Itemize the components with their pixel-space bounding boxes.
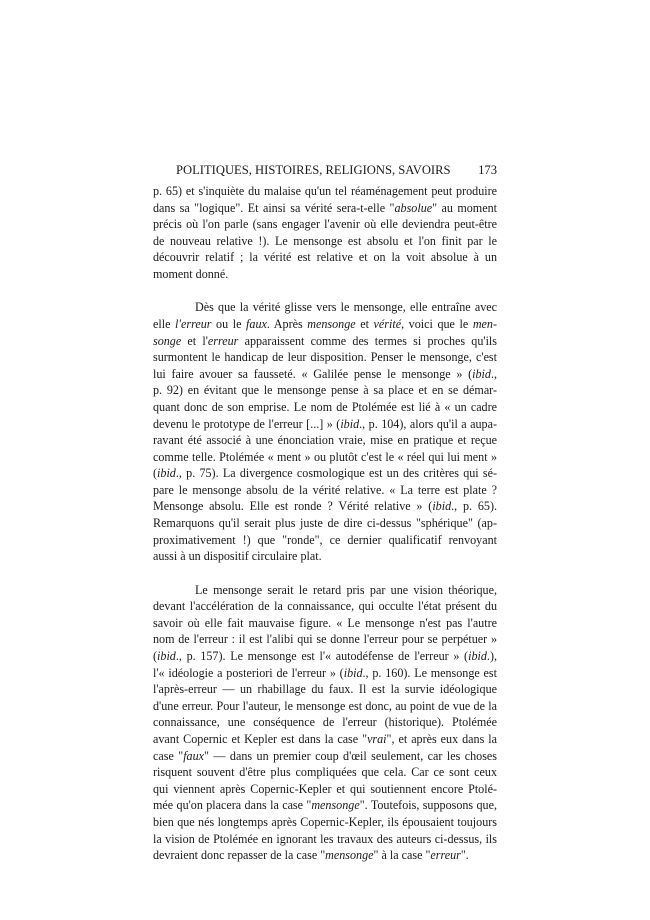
text-line: qui viennent après Copernic-Kepler et qui soutiennent encore Ptolé- — [153, 781, 497, 796]
running-title: POLITIQUES, HISTOIRES, RELIGIONS, SAVOIRS — [176, 163, 451, 177]
text-line: Le mensonge serait le retard pris par une vision théorique, — [195, 582, 497, 597]
text-line: d'une erreur. Pour l'auteur, le mensonge est donc, au point de vue de la — [153, 698, 497, 713]
text-line: l'« idéologie a posteriori de l'erreur » (ibid., p. 160). Le mensonge est — [153, 665, 497, 680]
text-line: découvrir relatif ; la vérité est relative et on la voit absolue à un — [153, 250, 497, 265]
text-line: (ibid., p. 75). La divergence cosmologique est un des critères qui sé- — [153, 466, 497, 481]
text-line: ravant été associé à une énonciation vraie, mise en pratique et reçue — [153, 433, 497, 448]
text-line: mée qu'on placera dans la case "mensonge". Toutefois, supposons que, — [153, 798, 497, 813]
text-line: savoir où elle fait mauvaise figure. « Le mensonge n'est pas l'autre — [153, 615, 497, 630]
text-line: de nouveau relative !). Le mensonge est absolu et l'on finit par le — [153, 233, 497, 248]
text-line: risquent souvent d'être plus compliquées que cela. Car ce sont ceux — [153, 765, 497, 780]
text-line: Remarquons qu'il serait plus juste de dire ci-dessus "sphérique" (ap- — [153, 516, 497, 531]
paragraph — [153, 299, 497, 565]
text-line: proximativement !) que "ronde", ce dernier qualificatif renvoyant — [153, 532, 497, 547]
text-line: songe et l'erreur apparaissent comme des termes si proches qu'ils — [153, 333, 497, 348]
text-line: précis où l'on parle (sans engager l'avenir où elle deviendra peut-être — [153, 217, 497, 232]
text-line: devenu le prototype de l'erreur [...] » (ibid., p. 104), alors qu'il a aupa- — [153, 416, 497, 431]
paragraph-gap — [153, 565, 497, 582]
text-line: connaissance, une conséquence de l'erreur (historique). Ptolémée — [153, 715, 497, 730]
text-line: quant donc de son emprise. Le nom de Ptolémée est lié à « un cadre — [153, 399, 497, 414]
text-line: nom de l'erreur : il est l'alibi qui se donne l'erreur pour se perpétuer » — [153, 632, 497, 647]
text-line: la vision de Ptolémée en ignorant les travaux des auteurs ci-dessus, ils — [153, 831, 497, 846]
text-line: p. 92) en évitant que le mensonge pense à sa place et en se démar- — [153, 383, 497, 398]
text-line: case "faux" — dans un premier coup d'œil seulement, car les choses — [153, 748, 497, 763]
paragraph-gap — [153, 283, 497, 300]
text-line: comme telle. Ptolémée « ment » ou plutôt c'est le « réel qui lui ment » — [153, 449, 497, 464]
text-line: (ibid., p. 157). Le mensonge est l'« autodéfense de l'erreur » (ibid.), — [153, 649, 497, 664]
text-line: avant Copernic et Kepler est dans la case "vrai", et après eux dans la — [153, 732, 497, 746]
body-text — [153, 183, 497, 864]
text-line: surmontent le handicap de leur disposition. Penser le mensonge, c'est — [153, 350, 497, 365]
text-line: p. 65) et s'inquiète du malaise qu'un tel réaménagement peut produire — [153, 184, 497, 198]
text-line: elle l'erreur ou le faux. Après mensonge et vérité, voici que le men- — [153, 316, 497, 331]
text-line: aussi à un dispositif circulaire plat. — [153, 549, 322, 564]
text-line: Mensonge absolu. Elle est ronde ? Vérité relative » (ibid., p. 65). — [153, 499, 497, 514]
text-line: moment donné. — [153, 266, 229, 281]
text-line: bien que nés longtemps après Copernic-Kepler, ils épousaient toujours — [153, 814, 497, 829]
text-line: Dès que la vérité glisse vers le mensonge, elle entraîne avec — [195, 300, 497, 315]
text-line: pare le mensonge absolu de la vérité relative. « La terre est plate ? — [153, 482, 497, 497]
text-line: devant l'accélération de la connaissance, qui occulte l'état présent du — [153, 599, 497, 614]
text-line: devraient donc repasser de la case "mensonge" à la case "erreur". — [153, 848, 469, 863]
paragraph — [153, 183, 497, 283]
page-number: 173 — [478, 163, 497, 177]
text-line: dans sa "logique". Et ainsi sa vérité sera-t-elle "absolue" au moment — [153, 200, 497, 215]
paragraph — [153, 582, 497, 864]
text-line: l'après-erreur — un rhabillage du faux. Il est la survie idéologique — [153, 682, 497, 697]
text-line: lui faire avouer sa fausseté. « Galilée pense le mensonge » (ibid., — [153, 366, 497, 381]
